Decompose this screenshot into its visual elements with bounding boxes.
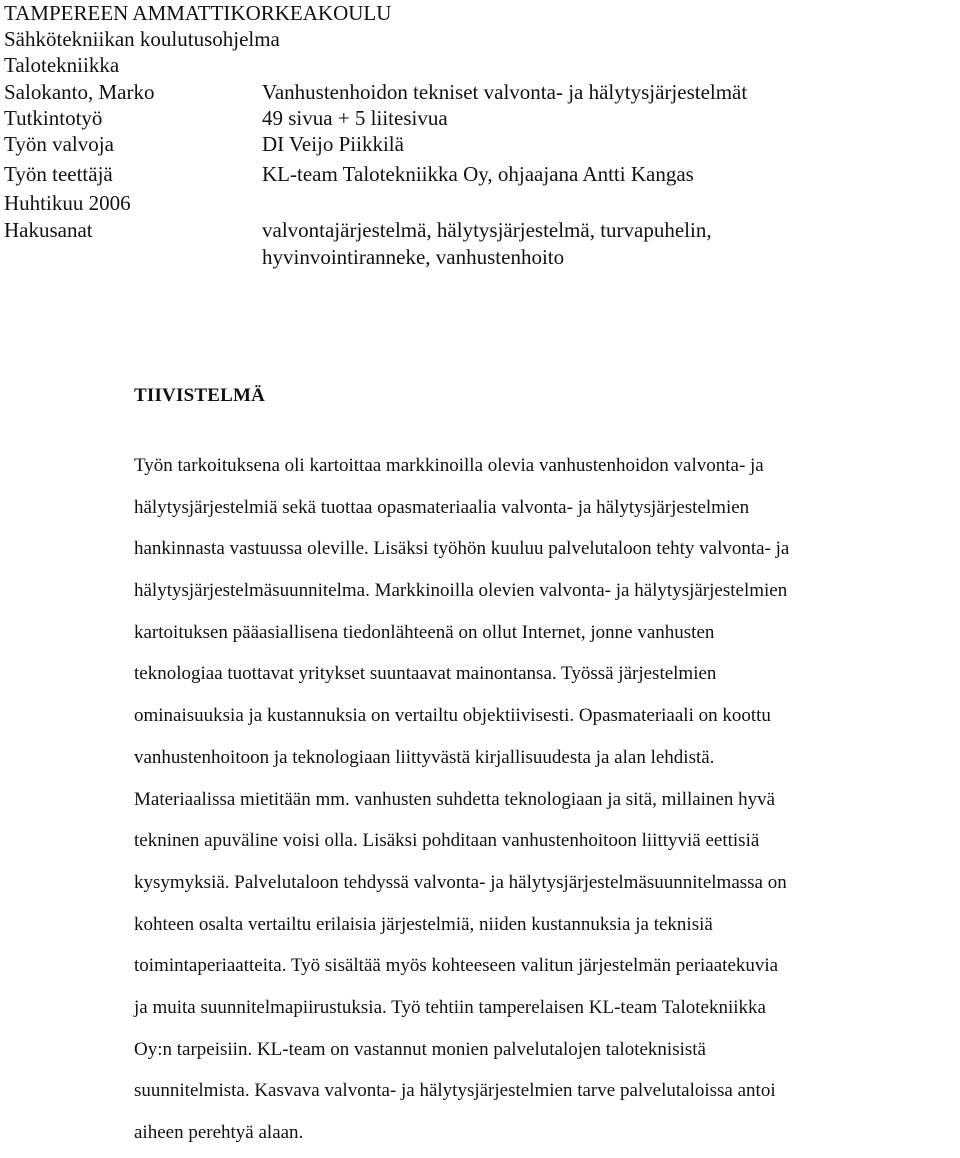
- keywords-label: Hakusanat: [4, 218, 93, 242]
- abstract-line: hankinnasta vastuussa oleville. Lisäksi työhön kuuluu palvelutaloon tehty valvonta- ja: [134, 538, 790, 560]
- degree-programme: Sähkötekniikan koulutusohjelma: [4, 27, 280, 51]
- keywords-line-1: valvontajärjestelmä, hälytysjärjestelmä, turvapuhelin,: [262, 218, 712, 242]
- thesis-type-label: Tutkintotyö: [4, 106, 103, 130]
- abstract-line: Oy:n tarpeisiin. KL-team on vastannut monien palvelutalojen taloteknisistä: [134, 1038, 706, 1060]
- abstract-line: vanhustenhoitoon ja teknologiaan liittyvästä kirjallisuudesta ja alan lehdistä.: [134, 746, 715, 768]
- keywords-line-2: hyvinvointiranneke, vanhustenhoito: [262, 245, 565, 269]
- abstract-line: kartoituksen pääasiallisena tiedonlähteenä on ollut Internet, jonne vanhusten: [134, 621, 715, 643]
- supervisor-name: DI Veijo Piikkilä: [262, 132, 404, 156]
- abstract-line: hälytysjärjestelmiä sekä tuottaa opasmateriaalia valvonta- ja hälytysjärjestelmien: [134, 496, 750, 518]
- abstract-line: ja muita suunnitelmapiirustuksia. Työ tehtiin tamperelaisen KL-team Talotekniikka: [134, 996, 766, 1018]
- abstract-line: kohteen osalta vertailtu erilaisia järjestelmiä, niiden kustannuksia ja teknisiä: [134, 913, 713, 935]
- abstract-line: aiheen perehtyä alaan.: [134, 1122, 304, 1143]
- abstract-line: toimintaperiaatteita. Työ sisältää myös kohteeseen valitun järjestelmän periaatekuvia: [134, 955, 779, 977]
- institution-name: TAMPEREEN AMMATTIKORKEAKOULU: [4, 1, 392, 25]
- commissioner-label: Työn teettäjä: [4, 162, 113, 186]
- page-count: 49 sivua + 5 liitesivua: [262, 106, 448, 130]
- publication-date: Huhtikuu 2006: [4, 191, 131, 215]
- abstract-line: Työn tarkoituksena oli kartoittaa markkinoilla olevia vanhustenhoidon valvonta- ja: [134, 455, 764, 476]
- abstract-line: suunnitelmista. Kasvava valvonta- ja hälytysjärjestelmien tarve palvelutaloissa antoi: [134, 1080, 776, 1102]
- abstract-line: teknologiaa tuottavat yritykset suuntaavat mainontansa. Työssä järjestelmien: [134, 663, 717, 685]
- specialisation: Talotekniikka: [4, 53, 120, 77]
- supervisor-label: Työn valvoja: [4, 132, 114, 156]
- abstract-line: hälytysjärjestelmäsuunnitelma. Markkinoilla olevien valvonta- ja hälytysjärjestelmien: [134, 580, 788, 602]
- thesis-title: Vanhustenhoidon tekniset valvonta- ja hälytysjärjestelmät: [262, 80, 748, 104]
- abstract-heading: TIIVISTELMÄ: [134, 385, 266, 406]
- commissioner-name: KL-team Talotekniikka Oy, ohjaajana Antti Kangas: [262, 162, 694, 186]
- abstract-line: kysymyksiä. Palvelutaloon tehdyssä valvonta- ja hälytysjärjestelmäsuunnitelmassa on: [134, 871, 787, 893]
- abstract-line: tekninen apuväline voisi olla. Lisäksi pohditaan vanhustenhoitoon liittyviä eettisiä: [134, 830, 760, 852]
- abstract-body: [134, 449, 954, 1158]
- abstract-line: ominaisuuksia ja kustannuksia on vertailtu objektiivisesti. Opasmateriaali on koottu: [134, 705, 771, 727]
- author-name: Salokanto, Marko: [4, 80, 155, 104]
- abstract-line: Materiaalissa mietitään mm. vanhusten suhdetta teknologiaan ja sitä, millainen hyvä: [134, 788, 776, 810]
